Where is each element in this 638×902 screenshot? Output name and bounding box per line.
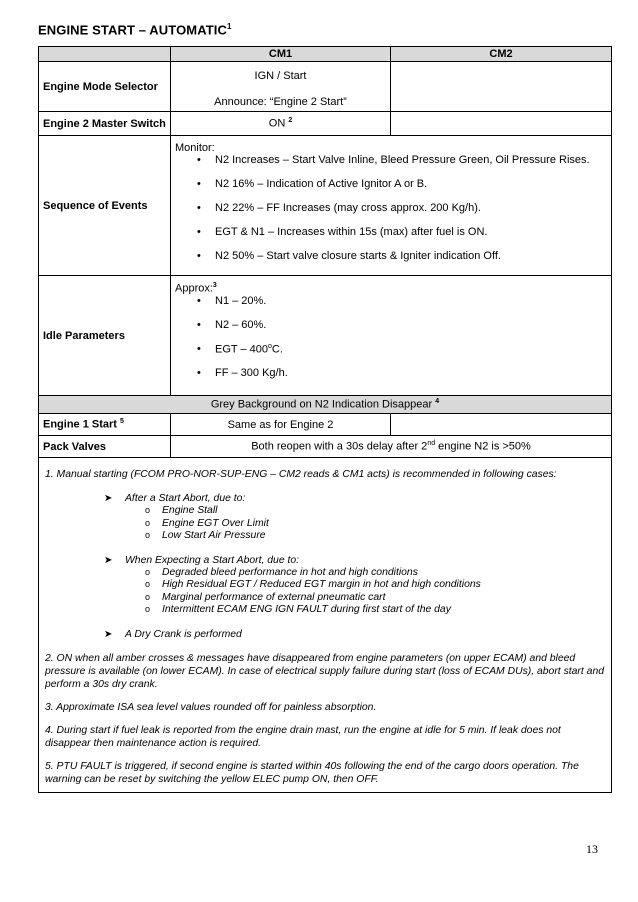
note-2: 2. ON when all amber crosses & messages have disappeared from engine parameters (on upper ECAM) and bleed pressure is available (on lower ECAM). In case of electrical supply failure during start (loss of ECAM DUs), abort start and perform a 30s dry crank. bbox=[45, 652, 605, 690]
list-item: • FF – 300 Kg/h. bbox=[175, 367, 607, 379]
eng2-master-row bbox=[39, 112, 612, 136]
packs-cell: Both reopen with a 30s delay after 2nd engine N2 is >50% bbox=[171, 436, 612, 458]
expect-heading: ➤ When Expecting a Start Abort, due to: bbox=[104, 554, 300, 566]
row-label: Engine Mode Selector bbox=[39, 62, 171, 112]
list-item: o Degraded bleed performance in hot and high conditions bbox=[45, 567, 605, 580]
list-item: • N2 16% – Indication of Active Ignitor A or B. bbox=[175, 178, 607, 190]
cm1-cell bbox=[171, 62, 391, 112]
mode-announce: Announce: “Engine 2 Start” bbox=[214, 96, 347, 108]
row-label: Sequence of Events bbox=[39, 136, 171, 276]
approx-intro: Approx:$^3$ bbox=[175, 282, 217, 295]
header-blank bbox=[39, 47, 171, 62]
list-item: • EGT & N1 – Increases within 15s (max) after fuel is ON. bbox=[175, 226, 607, 238]
list-item: o High Residual EGT / Reduced EGT margin in hot and high conditions bbox=[45, 579, 605, 592]
monitor-intro: Monitor: bbox=[175, 142, 215, 154]
note-5: 5. PTU FAULT is triggered, if second engine is started within 40s following the end of the cargo doors operation. The warning can be reset by switching the yellow ELEC pump ON, then OFF. bbox=[45, 760, 579, 785]
event-list bbox=[175, 154, 607, 262]
idle-cell bbox=[171, 276, 612, 396]
arrow-bullet-icon: ➤ bbox=[104, 493, 113, 504]
cm1-cell: ON $^2$ bbox=[171, 112, 391, 136]
footnote-ref: 1 bbox=[226, 22, 232, 31]
grey-note-row bbox=[39, 396, 612, 414]
row-label: Pack Valves bbox=[39, 436, 171, 458]
list-item: • EGT – 400$^o$C. bbox=[175, 343, 607, 356]
cm1-cell: Same as for Engine 2 bbox=[171, 414, 391, 436]
idle-list bbox=[175, 295, 607, 380]
notes-cell bbox=[39, 458, 612, 793]
note-1: 1. Manual starting (FCOM PRO-NOR-SUP-ENG – CM2 reads & CM1 acts) is recommended in following cases: bbox=[45, 469, 557, 480]
list-item: • N2 – 60%. bbox=[175, 319, 607, 331]
note-3: 3. Approximate ISA sea level values rounded off for painless absorption. bbox=[45, 701, 377, 713]
cm2-cell bbox=[391, 62, 612, 112]
list-item: o Engine Stall bbox=[45, 505, 605, 518]
footnote-ref: 4 bbox=[435, 398, 440, 406]
abort-list bbox=[45, 505, 605, 543]
row-label: Engine 2 Master Switch bbox=[39, 112, 171, 136]
list-item: o Engine EGT Over Limit bbox=[45, 518, 605, 531]
list-item: • N2 22% – FF Increases (may cross approx. 200 Kg/h). bbox=[175, 202, 607, 214]
row-label: Engine 1 Start $^5$ bbox=[39, 414, 171, 436]
cm2-cell bbox=[391, 414, 612, 436]
list-item: o Low Start Air Pressure bbox=[45, 530, 605, 543]
footnote-ref: 2 bbox=[288, 117, 293, 125]
dry-crank-item: ➤ A Dry Crank is performed bbox=[104, 628, 242, 640]
cm2-cell bbox=[391, 112, 612, 136]
engine1-row bbox=[39, 414, 612, 436]
expect-list bbox=[45, 567, 605, 617]
sequence-cell bbox=[171, 136, 612, 276]
list-item: o Intermittent ECAM ENG IGN FAULT during first start of the day bbox=[45, 604, 605, 617]
footnote-ref: 5 bbox=[120, 418, 124, 426]
arrow-bullet-icon: ➤ bbox=[104, 628, 113, 640]
page-number: 13 bbox=[586, 842, 598, 856]
procedure-table bbox=[38, 46, 612, 793]
notes-row bbox=[39, 458, 612, 793]
arrow-bullet-icon: ➤ bbox=[104, 554, 113, 566]
header-row bbox=[39, 47, 612, 62]
idle-row bbox=[39, 276, 612, 396]
sequence-row bbox=[39, 136, 612, 276]
header-cm1: CM1 bbox=[171, 47, 391, 62]
list-item: o Marginal performance of external pneumatic cart bbox=[45, 592, 605, 605]
header-cm2: CM2 bbox=[391, 47, 612, 62]
list-item: • N2 Increases – Start Valve Inline, Bleed Pressure Green, Oil Pressure Rises. bbox=[175, 154, 607, 166]
note-4: 4. During start if fuel leak is reported from the engine drain mast, run the engine at idle for 5 min. If leak does not disappear then maintenance action is required. bbox=[45, 724, 561, 749]
row-label: Idle Parameters bbox=[39, 276, 171, 396]
page-title: ENGINE START – AUTOMATIC$^1$ bbox=[38, 22, 232, 38]
engine-mode-row bbox=[39, 62, 612, 112]
mode-setting: IGN / Start bbox=[254, 70, 307, 82]
packs-row bbox=[39, 436, 612, 458]
list-item: • N1 – 20%. bbox=[175, 295, 607, 307]
list-item: • N2 50% – Start valve closure starts & Igniter indication Off. bbox=[175, 250, 607, 262]
footnote-ref: 3 bbox=[212, 282, 217, 289]
abort-heading: ➤ After a Start Abort, due to: bbox=[104, 493, 246, 504]
grey-note-cell: Grey Background on N2 Indication Disappear $^4$ bbox=[39, 396, 612, 414]
